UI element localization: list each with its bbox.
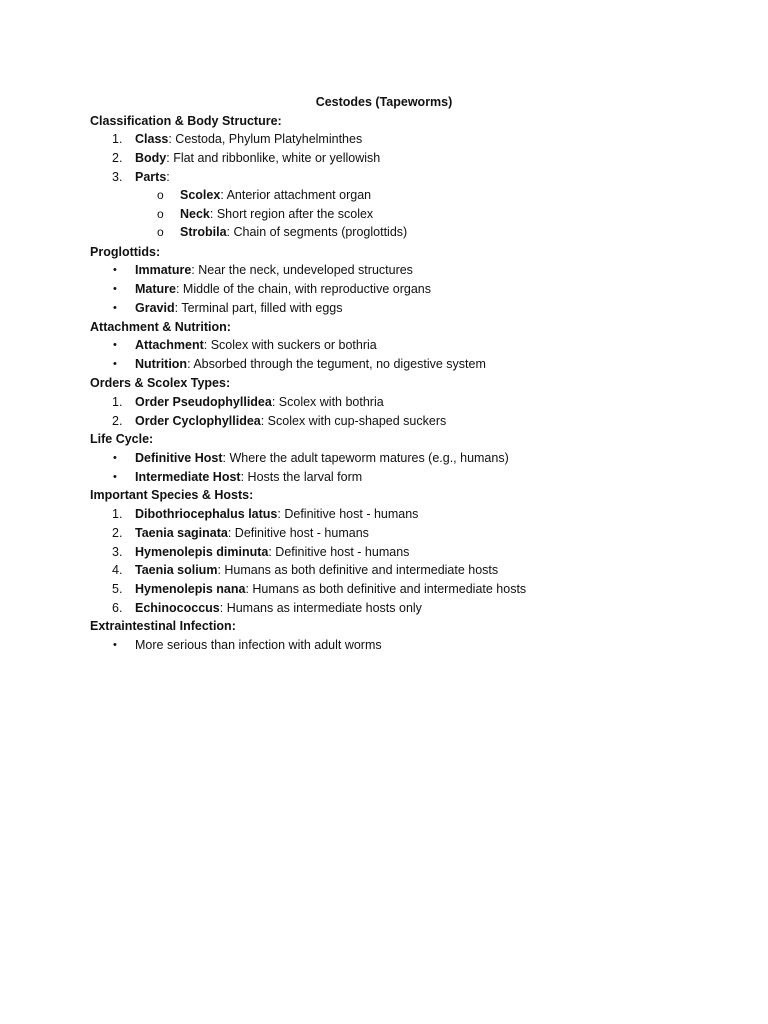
list-item-text: : Humans as intermediate hosts only bbox=[219, 601, 422, 615]
list-item-text: : bbox=[166, 170, 170, 184]
list-marker: 3. bbox=[112, 545, 123, 559]
list-item-species bbox=[135, 543, 409, 561]
list-marker: 2. bbox=[112, 151, 123, 165]
list-item-body bbox=[135, 149, 380, 167]
list-item-text: : Definitive host - humans bbox=[227, 526, 369, 540]
list-item-text: : Scolex with bothria bbox=[271, 395, 384, 409]
list-item-term: Scolex bbox=[180, 188, 221, 202]
list-marker: 1. bbox=[112, 507, 123, 521]
list-item-term: Parts bbox=[135, 170, 167, 184]
list-item-term: Order Pseudophyllidea bbox=[135, 395, 272, 409]
list-item-gravid bbox=[135, 299, 343, 317]
list-item-text: : Definitive host - humans bbox=[268, 545, 410, 559]
bullet-icon: • bbox=[113, 302, 117, 314]
list-item-text: : Absorbed through the tegument, no digestive system bbox=[187, 357, 486, 371]
circle-bullet-icon: o bbox=[157, 225, 164, 239]
document-title: Cestodes (Tapeworms) bbox=[315, 95, 453, 109]
list-item-parts bbox=[135, 168, 170, 186]
list-item-class bbox=[135, 130, 362, 148]
list-marker: 6. bbox=[112, 601, 123, 615]
list-item-intermediate-host bbox=[135, 468, 362, 486]
list-item-text: : Near the neck, undeveloped structures bbox=[191, 263, 413, 277]
section-heading-life-cycle: Life Cycle: bbox=[90, 432, 154, 446]
list-item-text: : Hosts the larval form bbox=[240, 470, 363, 484]
section-heading-species: Important Species & Hosts: bbox=[90, 488, 254, 502]
list-item-nutrition bbox=[135, 355, 486, 373]
list-item-text: : Cestoda, Phylum Platyhelminthes bbox=[168, 132, 363, 146]
circle-bullet-icon: o bbox=[157, 188, 164, 202]
list-item-term: Neck bbox=[180, 207, 210, 221]
sub-list-item-strobila bbox=[180, 223, 407, 241]
bullet-icon: • bbox=[113, 471, 117, 483]
list-item-term: Echinococcus bbox=[135, 601, 220, 615]
list-item-species bbox=[135, 580, 526, 598]
bullet-icon: • bbox=[113, 283, 117, 295]
list-item-term: Order Cyclophyllidea bbox=[135, 414, 261, 428]
list-marker: 1. bbox=[112, 395, 123, 409]
section-heading-orders: Orders & Scolex Types: bbox=[90, 376, 231, 390]
list-item-term: Hymenolepis nana bbox=[135, 582, 246, 596]
sub-list-item-scolex bbox=[180, 186, 371, 204]
list-item-term: Gravid bbox=[135, 301, 175, 315]
bullet-icon: • bbox=[113, 339, 117, 351]
list-marker: 3. bbox=[112, 170, 123, 184]
list-item-species bbox=[135, 561, 498, 579]
list-item-term: Immature bbox=[135, 263, 192, 277]
list-item-species bbox=[135, 599, 422, 617]
list-item-species bbox=[135, 505, 418, 523]
list-item-text: : Scolex with suckers or bothria bbox=[203, 338, 377, 352]
list-item-pseudophyllidea bbox=[135, 393, 384, 411]
list-item-immature bbox=[135, 261, 413, 279]
list-item-term: Strobila bbox=[180, 225, 227, 239]
list-item-text: : Flat and ribbonlike, white or yellowish bbox=[166, 151, 381, 165]
list-item-term: Taenia saginata bbox=[135, 526, 228, 540]
list-item-text: : Humans as both definitive and intermediate hosts bbox=[245, 582, 527, 596]
list-marker: 1. bbox=[112, 132, 123, 146]
list-item-term: Mature bbox=[135, 282, 176, 296]
list-item-text: : Terminal part, filled with eggs bbox=[174, 301, 343, 315]
bullet-icon: • bbox=[113, 358, 117, 370]
list-item-text: : Short region after the scolex bbox=[209, 207, 374, 221]
sub-list-item-neck bbox=[180, 205, 373, 223]
list-item-term: Attachment bbox=[135, 338, 204, 352]
bullet-icon: • bbox=[113, 264, 117, 276]
circle-bullet-icon: o bbox=[157, 207, 164, 221]
list-item-term: Body bbox=[135, 151, 167, 165]
list-item-term: Hymenolepis diminuta bbox=[135, 545, 269, 559]
list-item-text: : Where the adult tapeworm matures (e.g., humans) bbox=[222, 451, 509, 465]
list-marker: 5. bbox=[112, 582, 123, 596]
list-item-term: Definitive Host bbox=[135, 451, 223, 465]
bullet-icon: • bbox=[113, 452, 117, 464]
section-heading-attachment-nutrition: Attachment & Nutrition: bbox=[90, 320, 231, 334]
list-item-text: : Anterior attachment organ bbox=[220, 188, 372, 202]
list-item-definitive-host bbox=[135, 449, 509, 467]
list-item-text: : Definitive host - humans bbox=[277, 507, 419, 521]
list-item-cyclophyllidea bbox=[135, 412, 446, 430]
list-item-extraintestinal bbox=[135, 636, 382, 654]
list-item-term: Class bbox=[135, 132, 169, 146]
list-item-term: Taenia solium bbox=[135, 563, 218, 577]
list-marker: 2. bbox=[112, 414, 123, 428]
section-heading-extraintestinal: Extraintestinal Infection: bbox=[90, 619, 236, 633]
list-item-text: : Scolex with cup-shaped suckers bbox=[260, 414, 447, 428]
list-item-text: : Middle of the chain, with reproductive organs bbox=[175, 282, 431, 296]
bullet-icon: • bbox=[113, 639, 117, 651]
list-item-attachment bbox=[135, 336, 377, 354]
list-item-term: Nutrition bbox=[135, 357, 188, 371]
section-heading-classification: Classification & Body Structure: bbox=[90, 114, 282, 128]
list-marker: 4. bbox=[112, 563, 123, 577]
list-marker: 2. bbox=[112, 526, 123, 540]
list-item-term: Intermediate Host bbox=[135, 470, 241, 484]
list-item-text: : Chain of segments (proglottids) bbox=[226, 225, 408, 239]
list-item-text: : Humans as both definitive and intermediate hosts bbox=[217, 563, 499, 577]
list-item-text: More serious than infection with adult worms bbox=[135, 638, 382, 652]
list-item-mature bbox=[135, 280, 431, 298]
section-heading-proglottids: Proglottids: bbox=[90, 245, 161, 259]
list-item-term: Dibothriocephalus latus bbox=[135, 507, 278, 521]
list-item-species bbox=[135, 524, 369, 542]
